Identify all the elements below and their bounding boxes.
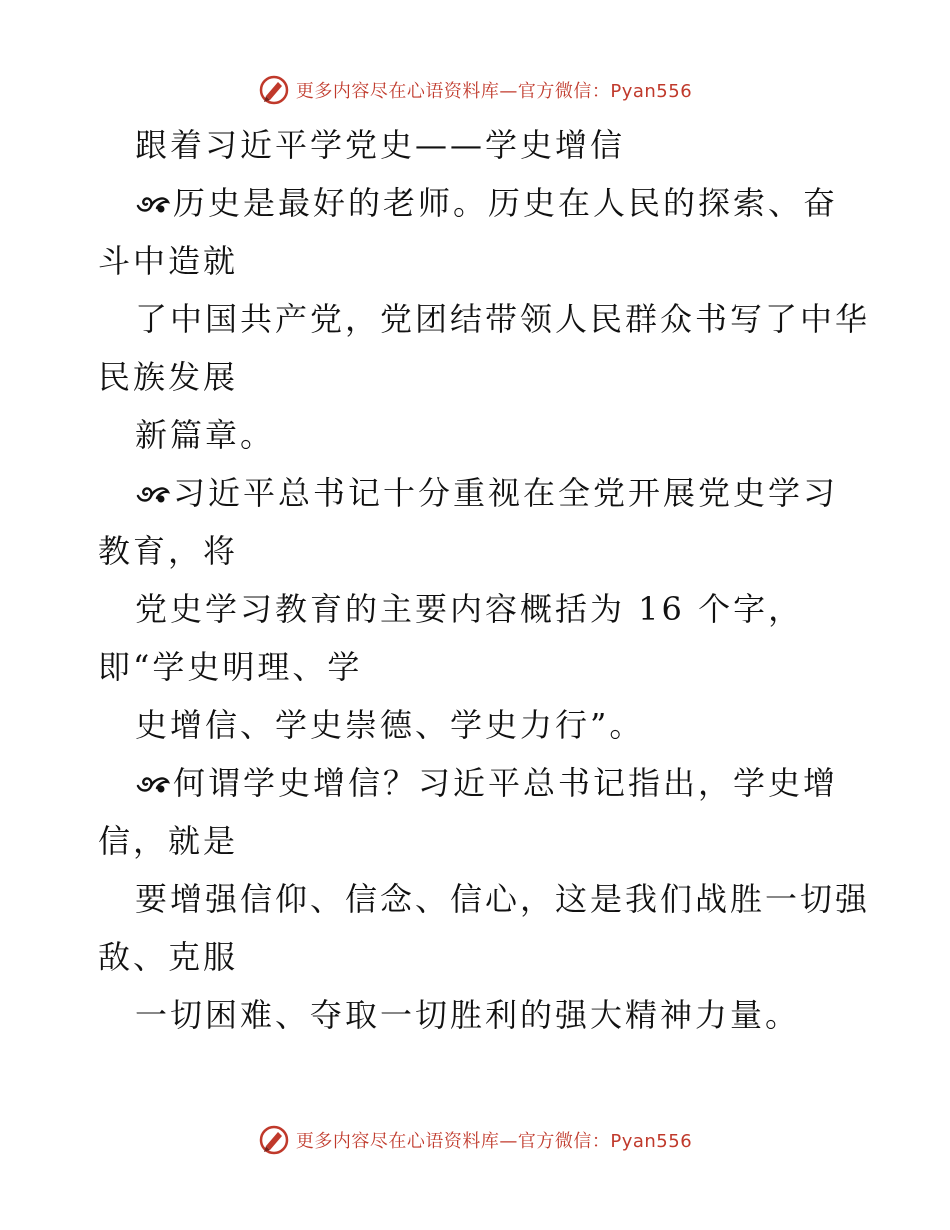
paragraph-line: 要增强信仰、信念、信心，这是我们战胜一切强	[135, 880, 871, 918]
header-banner-text: 更多内容尽在心语资料库—官方微信：Pyan556	[295, 81, 693, 102]
footer-banner	[0, 1124, 950, 1156]
paragraph-line: 敌、克服	[98, 938, 239, 976]
line-text: 何谓学史增信？习近平总书记指出，学史增	[173, 764, 839, 802]
flower-bullet-icon	[135, 480, 171, 506]
paragraph-line	[135, 763, 838, 803]
paragraph-line: 信，就是	[98, 822, 239, 860]
paragraph-line	[135, 473, 838, 513]
paragraph-line: 新篇章。	[135, 416, 276, 454]
pen-logo-icon	[258, 1124, 290, 1156]
line-text: 历史是最好的老师。历史在人民的探索、奋	[173, 184, 839, 222]
paragraph-line: 党史学习教育的主要内容概括为 16 个字，	[135, 590, 804, 628]
paragraph-line: 斗中造就	[98, 242, 239, 280]
line-text: 习近平总书记十分重视在全党开展党史学习	[173, 474, 839, 512]
footer-banner-text: 更多内容尽在心语资料库—官方微信：Pyan556	[295, 1131, 693, 1152]
flower-bullet-icon	[135, 770, 171, 796]
paragraph-line: 即“学史明理、学	[98, 648, 363, 686]
paragraph-line	[135, 183, 838, 223]
paragraph-line: 民族发展	[98, 358, 239, 396]
paragraph-line: 一切困难、夺取一切胜利的强大精神力量。	[135, 996, 801, 1034]
paragraph-line: 教育，将	[98, 532, 239, 570]
paragraph-line: 了中国共产党，党团结带领人民群众书写了中华	[135, 300, 871, 338]
pen-logo-icon	[258, 74, 290, 106]
flower-bullet-icon	[135, 190, 171, 216]
document-title: 跟着习近平学党史——学史增信	[135, 126, 626, 164]
paragraph-line: 史增信、学史崇德、学史力行”。	[135, 706, 645, 744]
header-banner	[0, 74, 950, 106]
